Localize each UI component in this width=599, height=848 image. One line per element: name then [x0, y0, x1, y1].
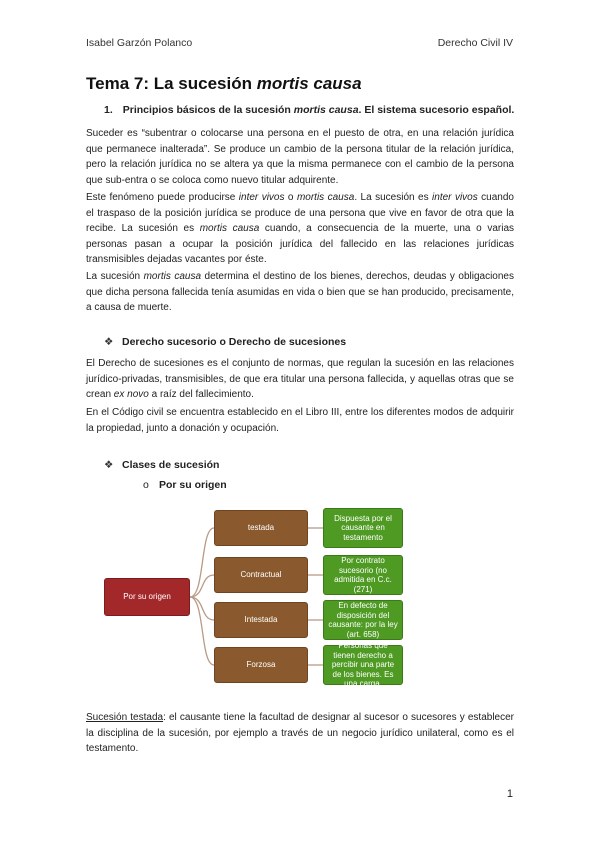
p2-a: Este fenómeno puede producirse	[86, 192, 239, 203]
p6-term: Sucesión testada	[86, 712, 164, 723]
diamond-bullet-icon: ❖	[104, 336, 114, 348]
paragraph-3	[86, 269, 514, 316]
diagram-node-intestada: Intestada	[214, 602, 308, 638]
p2-e: . La sucesión es	[354, 192, 433, 203]
diagram-root-node: Por su origen	[104, 578, 190, 616]
diagram-desc-contractual: Por contrato sucesorio (no admitida en C.c. (271)	[323, 555, 403, 595]
diagram-desc-forzosa: Personas que tienen derecho a percibir una parte de los bienes. Es una carga.	[323, 645, 403, 685]
p4-a: El Derecho de sucesiones es el conjunto de normas, que regulan la sucesión en las relaciones jurídico-privadas, transmisibles, de que era titular una persona fallecida, y aquellas otras que se crean	[86, 358, 514, 401]
bullet-derecho-sucesorio	[104, 336, 346, 348]
section-text-italic: mortis causa	[293, 104, 359, 116]
p6-text: : el causante tiene la facultad de designar al sucesor o sucesores y establecer la disciplina de la sucesión, por ejemplo a través de un negocio jurídico unilateral, como es el testamento.	[86, 712, 514, 755]
sub-bullet-origen	[143, 479, 227, 491]
p4-b: ex novo	[113, 389, 149, 401]
page-number: 1	[506, 788, 513, 800]
p3-a: La sucesión	[86, 271, 144, 282]
title-prefix: Tema 7: La sucesión	[86, 74, 257, 93]
connector-testada	[190, 528, 214, 597]
bullet-clases-sucesion-label: Clases de sucesión	[122, 459, 220, 471]
connector-forzosa	[190, 597, 214, 665]
p2-i: cuando, a consecuencia de la muerte, una o varias personas pasan a ocupar la posición jurídica del fallecido en las relaciones jurídicas transmisibles dejadas vacantes por éste.	[86, 223, 515, 266]
p2-d: mortis causa	[296, 192, 355, 203]
paragraph-6	[86, 710, 514, 757]
p2-b: inter vivos	[238, 192, 285, 203]
p2-h: mortis causa	[199, 223, 260, 235]
p4-c: a raíz del fallecimiento.	[148, 389, 254, 401]
bullet-clases-sucesion	[104, 459, 219, 471]
section-text-b: . El sistema sucesorio español.	[358, 104, 515, 116]
connector-contractual	[190, 575, 214, 597]
section-heading	[104, 104, 514, 116]
circle-bullet-icon: o	[143, 479, 149, 491]
paragraph-5: En el Código civil se encuentra establecido en el Libro III, entre los diferentes modos de adquirir la propiedad, junto a donación y ocupación.	[86, 407, 514, 434]
p2-f: inter vivos	[432, 192, 478, 203]
section-text-a: Principios básicos de la sucesión	[122, 104, 294, 116]
section-number: 1.	[104, 104, 113, 116]
diagram-node-contractual: Contractual	[214, 557, 308, 593]
header-course: Derecho Civil IV	[437, 37, 513, 49]
diagram-node-testada: testada	[214, 510, 308, 546]
bullet-derecho-sucesorio-label: Derecho sucesorio o Derecho de sucesiones	[122, 336, 347, 348]
title-italic: mortis causa	[256, 74, 362, 93]
p2-g: cuando el traspaso de la posición jurídica se produce de una persona que vive en favor de otra que la recibe. La sucesión es	[86, 192, 514, 235]
connector-intestada	[190, 597, 214, 620]
paragraph-4	[86, 356, 514, 403]
diamond-bullet-icon: ❖	[104, 459, 114, 471]
p3-b: mortis causa	[143, 271, 202, 282]
diagram-desc-intestada: En defecto de disposición del causante: por la ley (art. 658)	[323, 600, 403, 640]
diagram-desc-testada: Dispuesta por el causante en testamento	[323, 508, 403, 548]
sub-bullet-origen-label: Por su origen	[159, 479, 227, 491]
diagram-node-forzosa: Forzosa	[214, 647, 308, 683]
p3-c: determina el destino de los bienes, derechos, deudas y obligaciones que dicha persona fallecida tenía asumidas en vida o bien que se han producido, precisamente, a causa de muerte.	[86, 271, 514, 314]
header-author: Isabel Garzón Polanco	[86, 37, 193, 49]
paragraph-2	[86, 190, 514, 268]
p2-c: o	[284, 192, 297, 203]
paragraph-1: Suceder es “subentrar o colocarse una persona en el puesto de otra, en una relación jurídica que permanece inalterada”. Se produce un cambio de la persona titular de la relación jurídica, pero la relación jurídica no se altera ya que la misma permanece con el cambio de la persona que sub-entra o se coloca como nuevo titular adquirente.	[86, 128, 514, 186]
page-title	[86, 74, 362, 94]
